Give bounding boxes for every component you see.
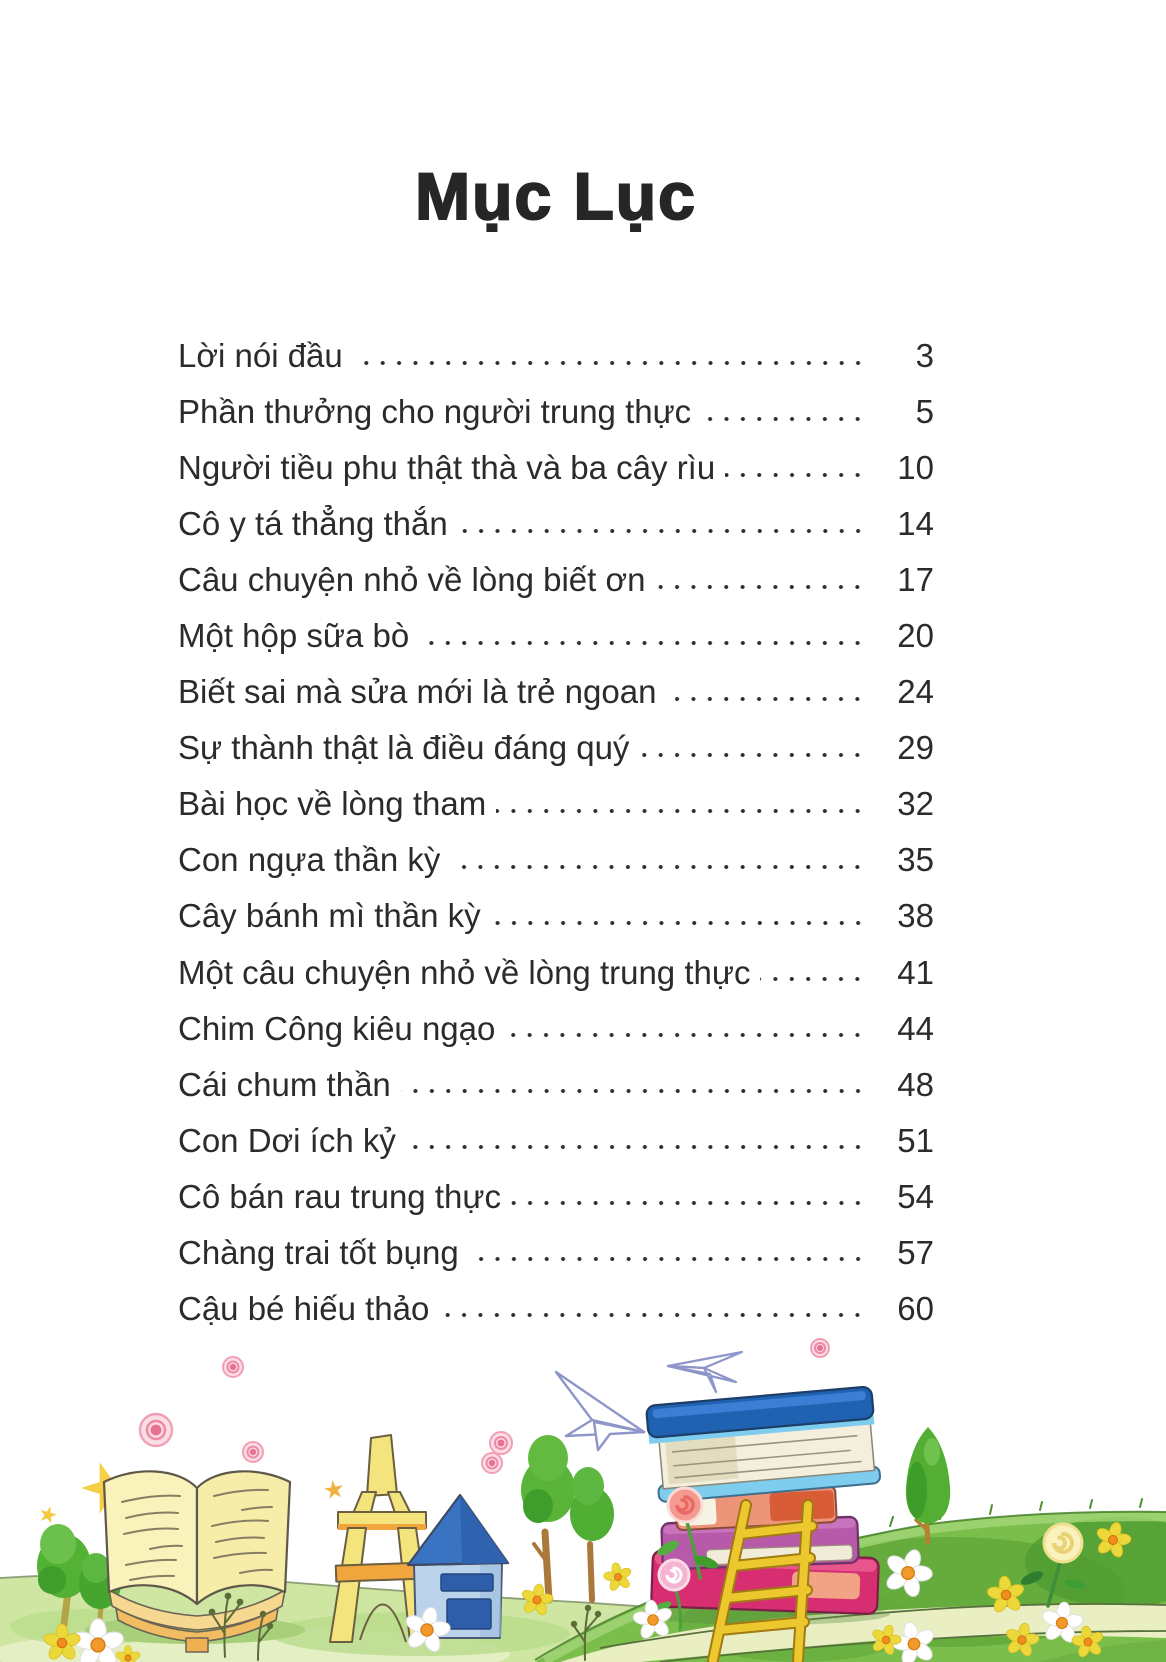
toc-entry-title: Một câu chuyện nhỏ về lòng trung thực [178,953,751,991]
toc-entry-title: Câu chuyện nhỏ về lòng biết ơn [178,561,646,599]
toc-entry-page-number: 41 [897,953,934,991]
tree [521,1435,614,1600]
toc-entry-title: Cái chum thần [178,1065,391,1103]
dot-leader [406,1124,870,1157]
toc-entry [178,552,934,608]
toc-entry-page-number: 38 [897,897,934,935]
toc-entry-page-number: 60 [897,1289,934,1327]
toc-entry-title: Phần thưởng cho người trung thực [178,393,692,431]
toc-entry [178,1001,934,1057]
toc-entry-title: Con ngựa thần kỳ [178,841,441,879]
dot-leader [511,1180,870,1213]
dot-leader [353,340,870,373]
dot-leader [701,396,870,429]
toc-entry-title: Biết sai mà sửa mới là trẻ ngoan [178,673,657,711]
dot-leader [419,620,870,653]
paper-plane-icon [668,1352,742,1392]
toc-entry [178,384,934,440]
toc-entry-title: Chàng trai tốt bụng [178,1233,459,1271]
dot-leader [760,956,870,989]
toc-entry-page-number: 5 [915,393,934,431]
toc-entry-page-number: 17 [897,561,934,599]
toc-entry [178,888,934,944]
toc-entry-page-number: 44 [897,1009,934,1047]
dot-leader [401,1068,870,1101]
toc-entry [178,720,934,776]
toc-entry [178,328,934,384]
table-of-contents [178,328,934,1337]
toc-entry-page-number: 57 [897,1233,934,1271]
toc-entry-title: Chim Công kiêu ngạo [178,1009,496,1047]
toc-entry-page-number: 35 [897,841,934,879]
dot-leader [496,788,870,821]
toc-entry [178,496,934,552]
toc-entry [178,440,934,496]
toc-entry [178,832,934,888]
toc-entry-title: Cô y tá thẳng thắn [178,505,448,543]
toc-entry [178,1169,934,1225]
toc-entry-title: Cậu bé hiếu thảo [178,1289,430,1327]
dot-leader [505,1012,870,1045]
toc-entry-page-number: 10 [897,449,934,487]
dot-leader [725,452,870,485]
dot-leader [666,676,870,709]
dot-leader [450,844,870,877]
page-title: Mục Lục [415,159,697,233]
toc-entry-title: Người tiều phu thật thà và ba cây rìu [178,449,716,487]
toc-entry-page-number: 51 [897,1121,934,1159]
toc-entry-page-number: 29 [897,729,934,767]
toc-entry-page-number: 20 [897,617,934,655]
open-book-illustration [104,1471,290,1652]
toc-entry-page-number: 24 [897,673,934,711]
toc-entry-page-number: 32 [897,785,934,823]
toc-entry-title: Cây bánh mì thần kỳ [178,897,481,935]
toc-entry [178,664,934,720]
dot-leader [491,900,870,933]
toc-entry [178,776,934,832]
toc-entry [178,945,934,1001]
toc-entry-page-number: 3 [915,337,934,375]
toc-entry-page-number: 48 [897,1065,934,1103]
toc-entry-title: Bài học về lòng tham [178,785,487,823]
dot-leader [458,508,870,541]
dot-leader [655,564,870,597]
toc-entry [178,1057,934,1113]
toc-entry-title: Một hộp sữa bò [178,617,410,655]
toc-entry-title: Con Dơi ích kỷ [178,1121,396,1159]
toc-entry-title: Lời nói đầu [178,337,343,375]
toc-entry [178,608,934,664]
paper-plane-icon [556,1372,644,1450]
toc-entry-title: Sự thành thật là điều đáng quý [178,729,630,767]
dot-leader [639,732,870,765]
bottom-illustration [0,1262,1166,1662]
toc-entry [178,1113,934,1169]
toc-entry-page-number: 14 [897,505,934,543]
toc-entry-title: Cô bán rau trung thực [178,1177,501,1215]
toc-entry-page-number: 54 [897,1177,934,1215]
